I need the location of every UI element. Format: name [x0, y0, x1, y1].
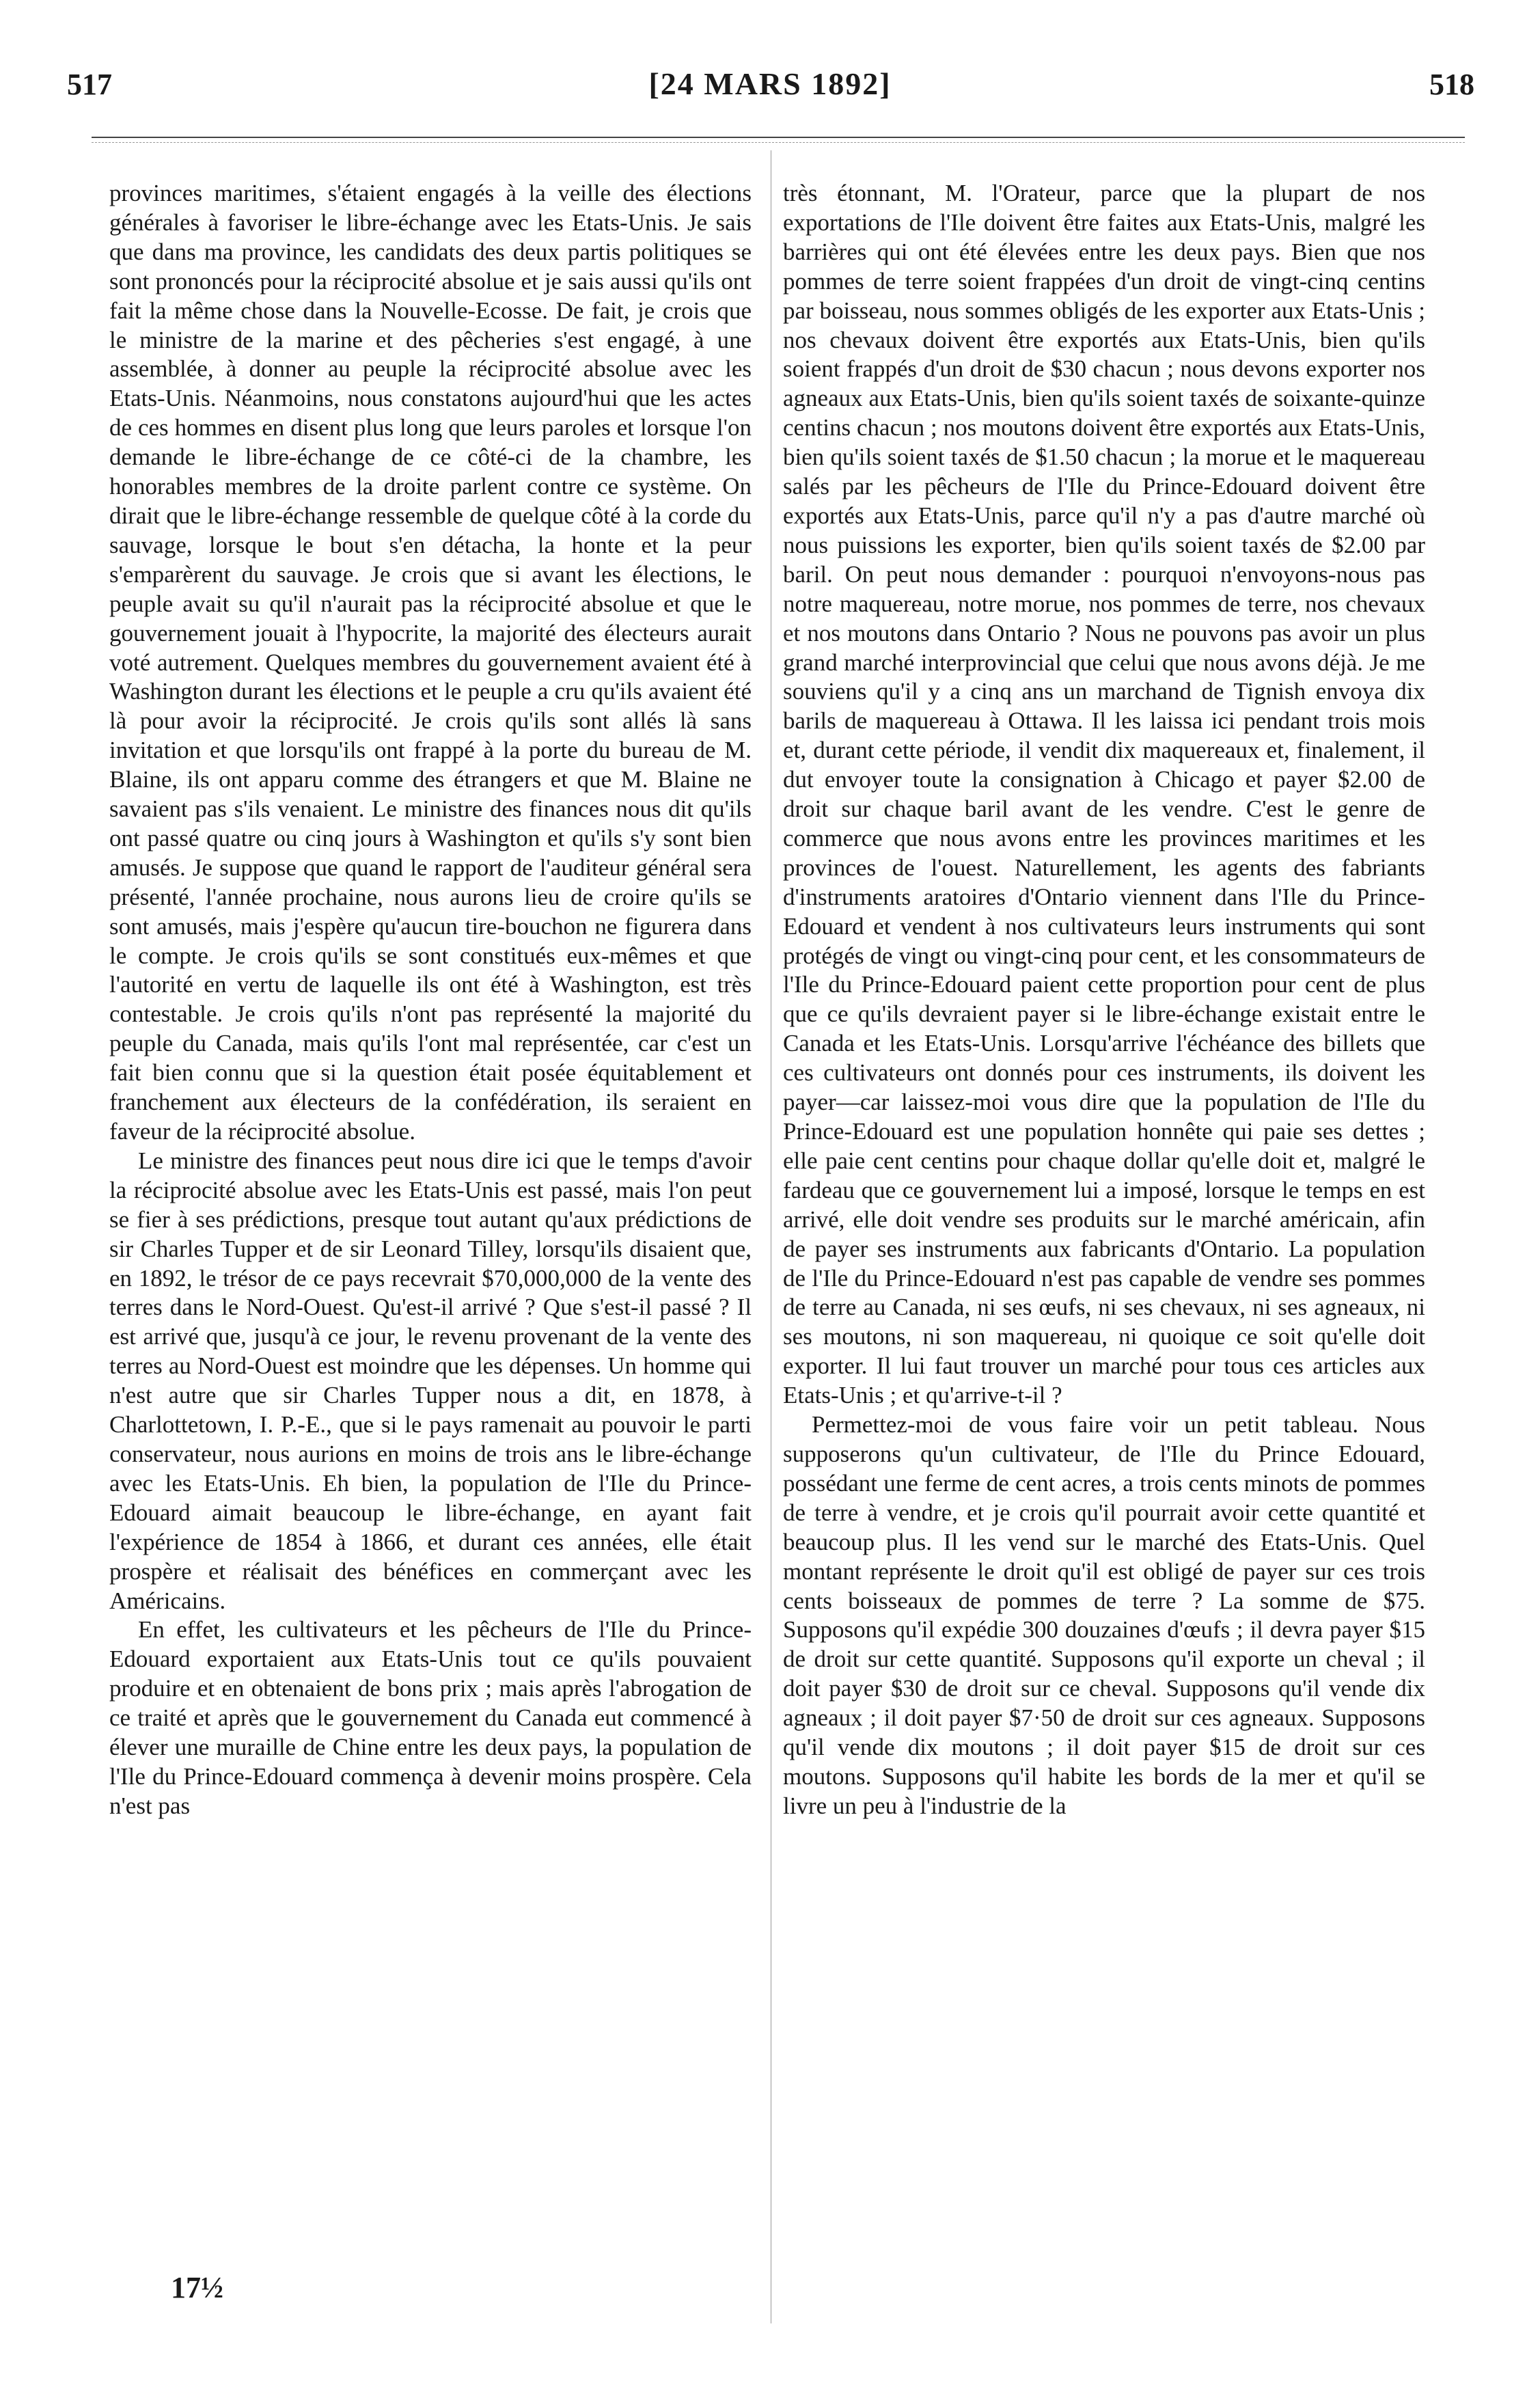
left-column: [109, 179, 752, 1821]
right-paragraph-2: Permettez-moi de vous faire voir un petit tableau. Nous supposerons qu'un cultivateur, de l'Ile du Prince Edouard, possédant une ferme de cent acres, a trois cents minots de pommes de terre à vendre, et je crois qu'il pourrait avoir cette quantité et beaucoup plus. Il les vend sur le marché des Etats-Unis. Quel montant représente le droit qu'il est obligé de payer sur ces trois cents boisseaux de pommes de terre ? La somme de $75. Supposons qu'il expédie 300 douzaines d'œufs ; il devra payer $15 de droit sur cette quantité. Supposons qu'il exporte un cheval ; il doit payer $30 de droit sur ce cheval. Supposons qu'il vende dix agneaux ; il doit payer $7·50 de droit sur ces agneaux. Supposons qu'il vende dix moutons ; il doit payer $15 de droit sur ces moutons. Supposons qu'il habite les bords de la mer et qu'il se livre un peu à l'industrie de la: [783, 1411, 1425, 1819]
right-paragraph-1: très étonnant, M. l'Orateur, parce que la plupart de nos exportations de l'Ile doivent être faites aux Etats-Unis, malgré les barrières qui ont été élevées entre les deux pays. Bien que nos pommes de terre soient frappées d'un droit de vingt-cinq centins par boisseau, nous sommes obligés de les exporter aux Etats-Unis ; nos chevaux doivent être exportés aux Etats-Unis, bien qu'ils soient frappés d'un droit de $30 chacun ; nous devons exporter nos agneaux aux Etats-Unis, bien qu'ils soient taxés de soixante-quinze centins chacun ; nos moutons doivent être exportés aux Etats-Unis, bien qu'ils soient taxés de $1.50 chacun ; la morue et le maquereau salés par les pêcheurs de l'Ile du Prince-Edouard doivent être exportés aux Etats-Unis, parce qu'il n'y a pas d'autre marché où nous puissions les exporter, bien qu'ils soient taxés de $2.00 par baril. On peut nous demander : pourquoi n'envoyons-nous pas notre maquereau, notre morue, nos pommes de terre, nos chevaux et nos moutons dans Ontario ? Nous ne pouvons pas avoir un plus grand marché interprovincial que celui que nous avons déjà. Je me souviens qu'il y a cinq ans un marchand de Tignish envoya dix barils de maquereau à Ottawa. Il les laissa ici pendant trois mois et, durant cette période, il vendit dix maquereaux et, finalement, il dut envoyer toute la consignation à Chicago et payer $2.00 de droit sur chaque baril avant de les vendre. C'est le genre de commerce que nous avons entre les provinces maritimes et les provinces de l'ouest. Naturellement, les agents des fabriants d'instruments aratoires d'Ontario viennent dans l'Ile du Prince-Edouard et vendent à nos cultivateurs leurs instruments qui sont protégés de vingt ou vingt-cinq pour cent, et les consommateurs de l'Ile du Prince-Edouard paient cette proportion pour cent de plus que ce qu'ils devraient payer si le libre-échange existait entre le Canada et les Etats-Unis. Lorsqu'arrive l'échéance des billets que ces cultivateurs ont donnés pour ces instruments, ils doivent les payer—car laissez-moi vous dire que la population de l'Ile du Prince-Edouard est une population honnête qui paie ses dettes ; elle paie cent centins pour chaque dollar qu'elle doit et, malgré le fardeau que ce gouvernement lui a imposé, lorsque le temps en est arrivé, elle doit vendre ses produits sur le marché américain, afin de payer ses instruments aux fabricants d'Ontario. La population de l'Ile du Prince-Edouard n'est pas capable de vendre ses pommes de terre au Canada, ni ses œufs, ni ses chevaux, ni ses agneaux, ni ses moutons, ni son maquereau, ni quoique ce soit qu'elle doit exporter. Il lui faut trouver un marché pour tous ces articles aux Etats-Unis ; et qu'arrive-t-il ?: [783, 180, 1425, 1409]
header-rule-dashed: [92, 142, 1465, 143]
header-rule: [92, 137, 1465, 138]
signature-mark: 17½: [171, 2271, 223, 2304]
page-number-right: 518: [1429, 68, 1474, 101]
left-paragraph-3: En effet, les cultivateurs et les pêcheurs de l'Ile du Prince-Edouard exportaient aux Etats-Unis tout ce qu'ils pouvaient produire et en obtenaient de bons prix ; mais après l'abrogation de ce traité et après que le gouvernement du Canada eut commencé à élever une muraille de Chine entre les deux pays, la population de l'Ile du Prince-Edouard commença à devenir moins prospère. Cela n'est pas: [109, 1616, 752, 1819]
page-header: [0, 0, 1540, 130]
left-paragraph-2: Le ministre des finances peut nous dire ici que le temps d'avoir la réciprocité absolue avec les Etats-Unis est passé, mais l'on peut se fier à ses prédictions, presque tout autant qu'aux prédictions de sir Charles Tupper et de sir Leonard Tilley, lorsqu'ils disaient que, en 1892, le trésor de ce pays recevrait $70,000,000 de la vente des terres dans le Nord-Ouest. Qu'est-il arrivé ? Que s'est-il passé ? Il est arrivé que, jusqu'à ce jour, le revenu provenant de la vente des terres au Nord-Ouest est moindre que les dépenses. Un homme qui n'est autre que sir Charles Tupper nous a dit, en 1878, à Charlottetown, I. P.-E., que si le pays ramenait au pouvoir le parti conservateur, nous aurions en moins de trois ans le libre-échange avec les Etats-Unis. Eh bien, la population de l'Ile du Prince-Edouard aimait beaucoup le libre-échange, en ayant fait l'expérience de 1854 à 1866, et durant ces années, elle était prospère et réalisait des bénéfices en commerçant avec les Américains.: [109, 1147, 752, 1614]
left-paragraph-1: provinces maritimes, s'étaient engagés à la veille des élections générales à favoriser le libre-échange avec les Etats-Unis. Je sais que dans ma province, les candidats des deux partis politiques se sont prononcés pour la réciprocité absolue et je sais aussi qu'ils ont fait la même chose dans la Nouvelle-Ecosse. De fait, je crois que le ministre de la marine et des pêcheries s'est engagé, à une assemblée, à donner au peuple la réciprocité absolue avec les Etats-Unis. Néanmoins, nous constatons aujourd'hui que les actes de ces hommes en disent plus long que leurs paroles et lorsque l'on demande le libre-échange de ce côté-ci de la chambre, les honorables membres de la droite parlent contre ce système. On dirait que le libre-échange ressemble de quelque côté à la corde du sauvage, lorsque le bout s'en détacha, la honte et la peur s'emparèrent du sauvage. Je crois que si avant les élections, le peuple avait su qu'il n'aurait pas la réciprocité absolue et que le gouvernement jouait à l'hypocrite, la majorité des électeurs aurait voté autrement. Quelques membres du gouvernement avaient été à Washington durant les élections et le peuple a cru qu'ils avaient été là pour avoir la réciprocité. Je crois qu'ils sont allés là sans invitation et que lorsqu'ils ont frappé à la porte du bureau de M. Blaine, ils ont apparu comme des étrangers et que M. Blaine ne savaient pas s'ils venaient. Le ministre des finances nous dit qu'ils ont passé quatre ou cinq jours à Washington et qu'ils s'y sont bien amusés. Je suppose que quand le rapport de l'auditeur général sera présenté, l'année prochaine, nous aurons lieu de croire qu'ils se sont amusés, mais j'espère qu'aucun tire-bouchon ne figurera dans le compte. Je crois qu'ils se sont constitués eux-mêmes et que l'autorité en vertu de laquelle ils ont été à Washington, est très contestable. Je crois qu'ils n'ont pas représenté la majorité du peuple du Canada, mais qu'ils l'ont mal représentée, car c'est un fait bien connu que si la question était posée équitablement et franchement aux électeurs de la confédération, ils seraient en faveur de la réciprocité absolue.: [109, 180, 752, 1145]
page-number-left: 517: [67, 68, 112, 101]
right-column: [783, 179, 1425, 1821]
session-date: [24 MARS 1892]: [648, 66, 892, 101]
